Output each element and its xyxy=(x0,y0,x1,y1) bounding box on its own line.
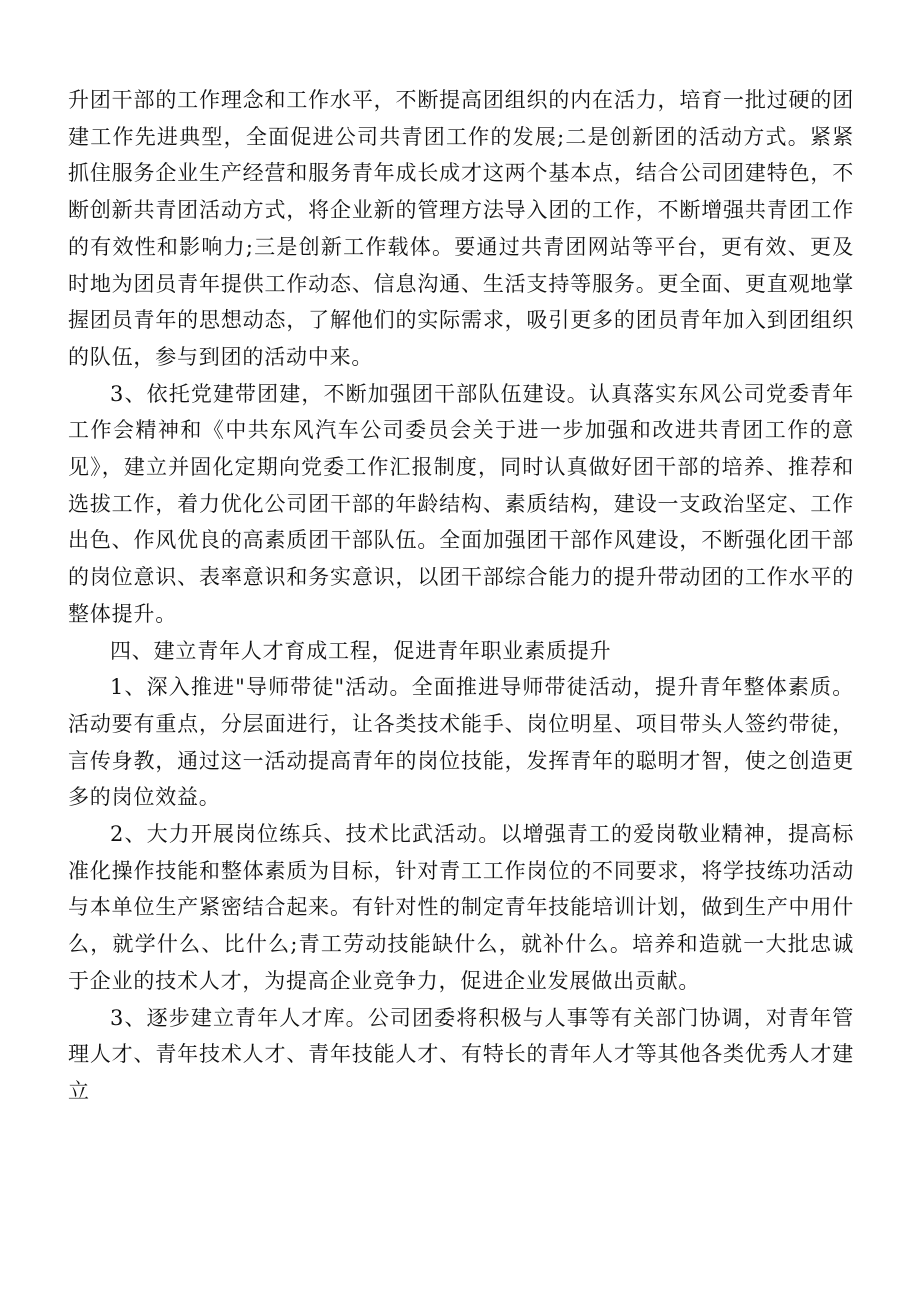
paragraph-item-1-mentorship: 1、深入推进"导师带徒"活动。全面推进导师带徒活动，提升青年整体素质。活动要有重点，分层面进行，让各类技术能手、岗位明星、项目带头人签约带徒，言传身教，通过这一活动提高青年的岗位技能，发挥青年的聪明才智，使之创造更多的岗位效益。 xyxy=(68,675,854,810)
paragraph-item-2-skills-training: 2、大力开展岗位练兵、技术比武活动。以增强青工的爱岗敬业精神，提高标准化操作技能和整体素质为目标，针对青工工作岗位的不同要求，将学技练功活动与本单位生产紧密结合起来。有针对性的制定青年技能培训计划，做到生产中用什么，就学什么、比什么;青工劳动技能缺什么，就补什么。培养和造就一大批忠诚于企业的技术人才，为提高企业竞争力，促进企业发展做出贡献。 xyxy=(68,822,854,993)
section-heading-four: 四、建立青年人才育成工程，促进青年职业素质提升 xyxy=(110,638,612,663)
paragraph-item-3-cadre-building: 3、依托党建带团建，不断加强团干部队伍建设。认真落实东风公司党委青年工作会精神和《中共东风汽车公司委员会关于进一步加强和改进共青团工作的意见》，建立并固化定期向党委工作汇报制度，同时认真做好团干部的培养、推荐和选拔工作，着力优化公司团干部的年龄结构、素质结构，建设一支政治坚定、工作出色、作风优良的高素质团干部队伍。全面加强团干部作风建设，不断强化团干部的岗位意识、表率意识和务实意识，以团干部综合能力的提升带动团的工作水平的整体提升。 xyxy=(68,381,854,626)
paragraph-continuation: 升团干部的工作理念和工作水平，不断提高团组织的内在活力，培育一批过硬的团建工作先进典型，全面促进公司共青团工作的发展;二是创新团的活动方式。紧紧抓住服务企业生产经营和服务青年成长成才这两个基本点，结合公司团建特色，不断创新共青团活动方式，将企业新的管理方法导入团的工作，不断增强共青团工作的有效性和影响力;三是创新工作载体。要通过共青团网站等平台，更有效、更及时地为团员青年提供工作动态、信息沟通、生活支持等服务。更全面、更直观地掌握团员青年的思想动态，了解他们的实际需求，吸引更多的团员青年加入到团组织的队伍，参与到团的活动中来。 xyxy=(68,88,854,369)
paragraph-item-3-talent-pool: 3、逐步建立青年人才库。公司团委将积极与人事等有关部门协调，对青年管理人才、青年技术人才、青年技能人才、有特长的青年人才等其他各类优秀人才建立 xyxy=(68,1005,854,1103)
